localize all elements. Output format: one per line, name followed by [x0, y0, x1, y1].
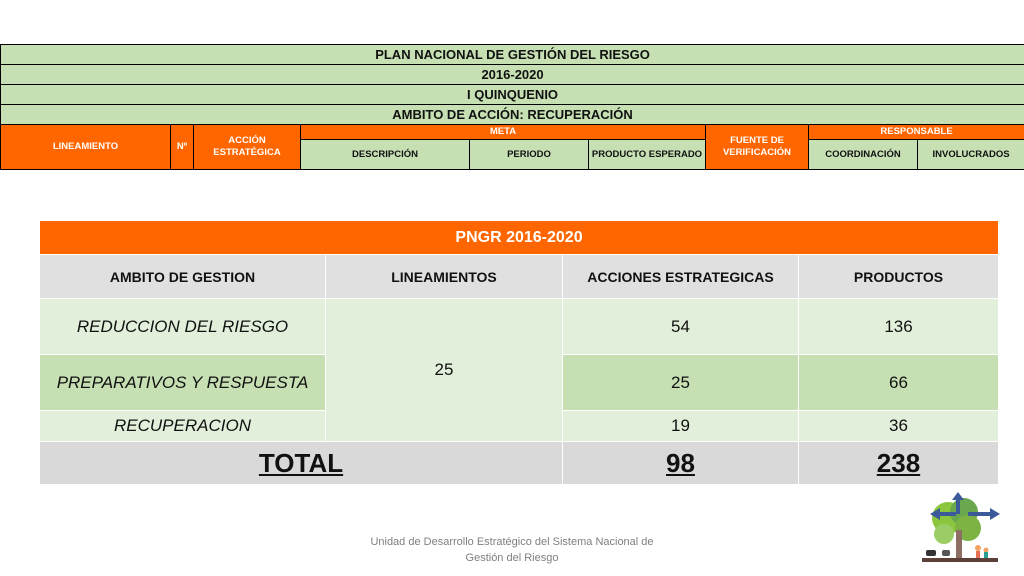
acciones-recuperacion: 19 — [563, 411, 799, 442]
ambito-recuperacion: RECUPERACION — [40, 411, 326, 442]
pngr-summary-table — [39, 220, 999, 485]
acciones-preparativos: 25 — [563, 355, 799, 411]
total-label: TOTAL — [40, 442, 563, 485]
col-responsable: RESPONSABLE — [809, 125, 1024, 140]
tree-arrows-logo-icon — [918, 490, 1002, 566]
col-producto: PRODUCTO ESPERADO — [589, 140, 706, 170]
lineamientos-total: 25 — [326, 299, 563, 442]
ambito-reduccion: REDUCCION DEL RIESGO — [40, 299, 326, 355]
col-numero: Nº — [171, 125, 194, 170]
productos-preparativos: 66 — [799, 355, 999, 411]
col-accion: ACCIÓN ESTRATÉGICA — [194, 125, 301, 170]
col-descripcion: DESCRIPCIÓN — [301, 140, 470, 170]
productos-reduccion: 136 — [799, 299, 999, 355]
plan-title: PLAN NACIONAL DE GESTIÓN DEL RIESGO — [1, 45, 1024, 65]
header-productos: PRODUCTOS — [799, 255, 999, 299]
header-ambito: AMBITO DE GESTION — [40, 255, 326, 299]
acciones-reduccion: 54 — [563, 299, 799, 355]
plan-period: I QUINQUENIO — [1, 85, 1024, 105]
header-acciones: ACCIONES ESTRATEGICAS — [563, 255, 799, 299]
summary-title: PNGR 2016-2020 — [40, 221, 999, 255]
productos-recuperacion: 36 — [799, 411, 999, 442]
header-lineamientos: LINEAMIENTOS — [326, 255, 563, 299]
col-fuente: FUENTE DE VERIFICACIÓN — [706, 125, 809, 170]
total-acciones: 98 — [563, 442, 799, 485]
col-coordinacion: COORDINACIÓN — [809, 140, 918, 170]
footer-text: Unidad de Desarrollo Estratégico del Sistema Nacional de Gestión del Riesgo — [370, 536, 654, 564]
col-periodo: PERIODO — [470, 140, 589, 170]
ambito-preparativos: PREPARATIVOS Y RESPUESTA — [40, 355, 326, 411]
total-productos: 238 — [799, 442, 999, 485]
plan-header-table — [0, 44, 1024, 170]
col-lineamiento: LINEAMIENTO — [1, 125, 171, 170]
col-meta: META — [301, 125, 706, 140]
plan-years: 2016-2020 — [1, 65, 1024, 85]
col-involucrados: INVOLUCRADOS — [918, 140, 1024, 170]
plan-scope: AMBITO DE ACCIÓN: RECUPERACIÓN — [1, 105, 1024, 125]
